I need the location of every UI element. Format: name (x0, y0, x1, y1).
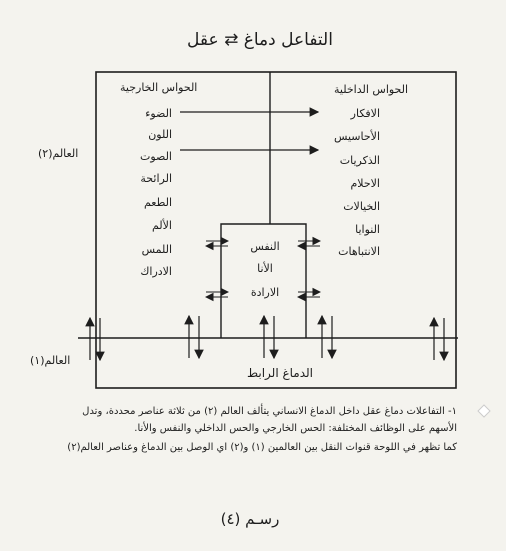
internal-senses-heading: الحواس الداخلية (334, 83, 409, 96)
world1-label: العالم(١) (30, 354, 71, 367)
external-sense-item: الضوء (145, 107, 172, 120)
caption-line-2: كما تظهر في اللوحة قنوات النقل بين العالمين (١) و(٢) اي الوصل بين الدماغ وعناصر العالم(٢) (67, 442, 457, 453)
world2-label: العالم(٢) (38, 147, 79, 160)
internal-sense-item: الخيالات (343, 200, 380, 213)
external-sense-item: اللمس (141, 243, 172, 256)
external-sense-item: اللون (148, 128, 172, 141)
external-sense-item: الألم (151, 219, 172, 232)
caption (52, 403, 457, 458)
external-senses-heading: الحواس الخارجية (120, 81, 198, 94)
center-item-self: النفس (250, 240, 280, 253)
diagram-title: التفاعل دماغ ⇄ عقل (187, 30, 333, 50)
caption-bullet (478, 405, 490, 417)
brain-link-labels: الدماغ الرابط (246, 366, 314, 380)
internal-sense-item: النوايا (355, 223, 380, 236)
internal-sense-item: الأحاسيس (333, 130, 380, 143)
center-item-ego: الأنا (257, 262, 273, 275)
external-sense-item: الرائحة (140, 172, 172, 185)
internal-sense-item: الافكار (350, 107, 380, 120)
internal-sense-item: الانتباهات (338, 245, 380, 258)
center-item-will: الارادة (250, 286, 280, 299)
left-double-arrows (206, 241, 228, 297)
internal-sense-item: الاحلام (350, 177, 380, 190)
caption-line-1: ١- التفاعلات دماغ عقل داخل الدماغ الانساني يتألف العالم (٢) من ثلاثة عناصر محددة، وتدل الأسهم على الوظائف المختلفة: الحس الخارجي والحس الداخلي والنفس والأنا. (82, 406, 457, 434)
figure-label: رسـم (٤) (220, 510, 280, 528)
external-sense-item: الادراك (140, 265, 172, 278)
external-sense-item: الصوت (140, 150, 172, 163)
internal-sense-item: الذكريات (339, 154, 380, 167)
external-sense-item: الطعم (143, 196, 172, 209)
